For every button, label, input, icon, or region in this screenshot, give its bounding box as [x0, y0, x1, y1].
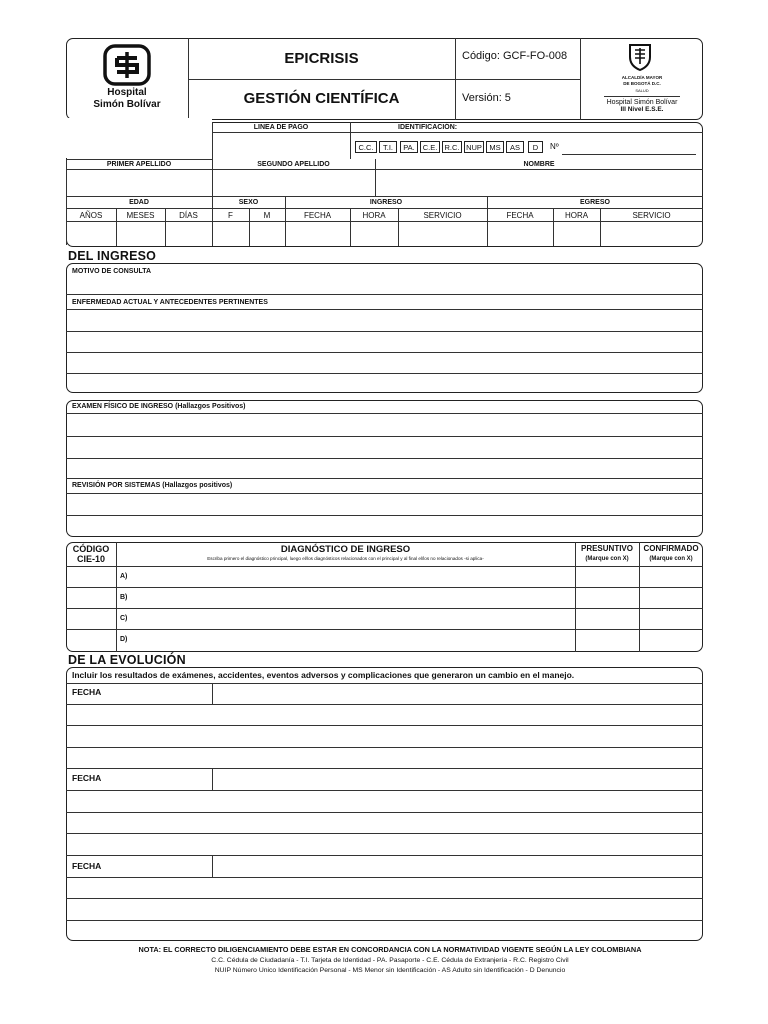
linea-de-pago-label: LINEA DE PAGO — [253, 124, 309, 131]
ingreso-servicio-label: SERVICIO — [423, 211, 462, 220]
anos-field[interactable] — [67, 222, 115, 245]
anos-label: AÑOS — [79, 211, 103, 220]
dias-field[interactable] — [166, 222, 211, 245]
diagnostico-title: DIAGNÓSTICO DE INGRESO — [280, 544, 411, 555]
nombre-label: NOMBRE — [523, 161, 555, 168]
examen-field[interactable] — [67, 414, 702, 477]
form-subtitle: GESTIÓN CIENTÍFICA — [243, 90, 400, 107]
form-title: EPICRISIS — [284, 50, 359, 67]
cie10-label: CIE-10 — [76, 554, 105, 564]
doc-type-ti[interactable]: T.I. — [379, 141, 397, 153]
evolucion-fecha-field-2[interactable] — [213, 769, 702, 789]
presuntivo-check-d[interactable] — [576, 630, 638, 651]
meses-field[interactable] — [117, 222, 164, 245]
ingreso-label: INGRESO — [369, 199, 403, 206]
primer-apellido-label: PRIMER APELLIDO — [106, 161, 172, 168]
sexo-f-label: F — [228, 211, 233, 220]
egreso-fecha-label: FECHA — [506, 211, 534, 220]
numero-label: Nº — [550, 142, 559, 151]
sexo-f-field[interactable] — [213, 222, 248, 245]
logo-line2: Simón Bolívar — [93, 99, 161, 110]
footer-abbrev-2: NUIP Número Unico Identificación Personal - MS Menor sin Identificación - AS Adulto sin Identificación - D Denuncio — [214, 967, 566, 974]
ingreso-hora-field[interactable] — [351, 222, 397, 245]
cie10-field-c[interactable] — [67, 609, 115, 628]
numero-field[interactable] — [562, 140, 696, 154]
doc-type-ms[interactable]: MS — [486, 141, 504, 153]
confirmado-check-b[interactable] — [640, 588, 702, 607]
presuntivo-label: PRESUNTIVO — [580, 544, 633, 553]
revision-label: REVISIÓN POR SISTEMAS (Hallazgos positivos) — [72, 482, 233, 489]
diagnostico-row-a: A) — [120, 573, 128, 580]
logo-line1: Hospital — [107, 87, 147, 98]
primer-apellido-field[interactable] — [67, 170, 211, 195]
evolucion-fecha-label-2: FECHA — [72, 773, 102, 783]
doc-type-as[interactable]: AS — [506, 141, 524, 153]
cie10-field-b[interactable] — [67, 588, 115, 607]
evolucion-fecha-label-1: FECHA — [72, 687, 102, 697]
doc-type-cc[interactable]: C.C. — [355, 141, 377, 153]
diagnostico-row-d: D) — [120, 636, 128, 643]
evolucion-instructions: Incluir los resultados de exámenes, accidentes, eventos adversos y complicaciones que generaron un cambio en el manejo. — [72, 670, 575, 680]
presuntivo-check-b[interactable] — [576, 588, 638, 607]
section-evolucion: DE LA EVOLUCIÓN — [68, 653, 186, 667]
hospital-level: III Nivel E.S.E. — [620, 106, 664, 113]
alcaldia-line3: SALUD — [635, 88, 649, 93]
confirmado-check-a[interactable] — [640, 567, 702, 586]
egreso-label: EGRESO — [580, 199, 610, 206]
cie10-field-a[interactable] — [67, 567, 115, 586]
alcaldia-line2: DE BOGOTÁ D.C. — [623, 81, 661, 86]
diagnostico-field-d[interactable] — [130, 630, 574, 651]
motivo-field[interactable] — [67, 277, 702, 293]
dias-label: DÍAS — [179, 211, 198, 220]
enfermedad-field[interactable] — [67, 310, 702, 392]
footer-abbrev-1: C.C. Cédula de Ciudadanía - T.I. Tarjeta de Identidad - PA. Pasaporte - C.E. Cédula de Extranjería - R.C. Registro Civil — [211, 957, 569, 964]
sexo-m-label: M — [263, 211, 271, 220]
hospital-name-small: Hospital Simón Bolívar — [606, 99, 678, 106]
presuntivo-check-a[interactable] — [576, 567, 638, 586]
egreso-hora-label: HORA — [564, 211, 589, 220]
footer-nota: NOTA: EL CORRECTO DILIGENCIAMIENTO DEBE ESTAR EN CONCORDANCIA CON LA NORMATIVIDAD VIGENTE SEGÚN LA LEY COLOMBIANA — [138, 945, 642, 954]
segundo-apellido-field[interactable] — [213, 170, 374, 195]
alcaldia-line1: ALCALDÍA MAYOR — [621, 75, 663, 80]
sexo-m-field[interactable] — [250, 222, 284, 245]
diagnostico-row-b: B) — [120, 594, 128, 601]
form-code: Código: GCF-FO-008 — [462, 50, 568, 62]
egreso-servicio-label: SERVICIO — [632, 211, 671, 220]
form-version: Versión: 5 — [462, 92, 511, 104]
identificacion-label: IDENTIFICACIÓN: — [398, 124, 458, 131]
codigo-label: CÓDIGO — [72, 544, 110, 554]
confirmado-label: CONFIRMADO — [643, 544, 699, 553]
egreso-fecha-field[interactable] — [488, 222, 552, 245]
doc-type-ce[interactable]: C.E. — [420, 141, 440, 153]
ingreso-hora-label: HORA — [362, 211, 386, 220]
confirmado-hint: (Marque con X) — [649, 556, 693, 562]
doc-type-nup[interactable]: NUP — [464, 141, 484, 153]
motivo-label: MOTIVO DE CONSULTA — [72, 268, 152, 275]
revision-field[interactable] — [67, 494, 702, 536]
evolucion-fecha-field-3[interactable] — [213, 856, 702, 876]
doc-type-rc[interactable]: R.C. — [442, 141, 462, 153]
segundo-apellido-label: SEGUNDO APELLIDO — [257, 161, 330, 168]
doc-type-d[interactable]: D — [528, 141, 543, 153]
presuntivo-check-c[interactable] — [576, 609, 638, 628]
bogota-coat-of-arms — [627, 42, 653, 72]
doc-type-pa[interactable]: PA. — [400, 141, 418, 153]
meses-label: MESES — [126, 211, 155, 220]
examen-label: EXAMEN FÍSICO DE INGRESO (Hallazgos Positivos) — [72, 403, 246, 410]
diagnostico-field-c[interactable] — [130, 609, 574, 628]
diagnostico-row-c: C) — [120, 615, 128, 622]
ingreso-fecha-field[interactable] — [286, 222, 349, 245]
presuntivo-hint: (Marque con X) — [585, 556, 629, 562]
linea-de-pago-field[interactable] — [213, 133, 349, 158]
cie10-field-d[interactable] — [67, 630, 115, 651]
evolucion-fecha-label-3: FECHA — [72, 861, 102, 871]
edad-label: EDAD — [129, 199, 149, 206]
enfermedad-label: ENFERMEDAD ACTUAL Y ANTECEDENTES PERTINENTES — [72, 299, 268, 306]
section-del-ingreso: DEL INGRESO — [68, 249, 157, 263]
confirmado-check-d[interactable] — [640, 630, 702, 651]
egreso-servicio-field[interactable] — [601, 222, 702, 245]
evolucion-nota-field-2[interactable] — [67, 791, 702, 854]
confirmado-check-c[interactable] — [640, 609, 702, 628]
evolucion-nota-field-1[interactable] — [67, 705, 702, 767]
evolucion-fecha-field-1[interactable] — [213, 684, 702, 703]
evolucion-nota-field-3[interactable] — [67, 878, 702, 940]
egreso-hora-field[interactable] — [554, 222, 599, 245]
diagnostico-instructions: Escriba primero el diagnóstico principal, luego el/los diagnósticos relacionados con el principal y al final el/los no relacionados -si aplica- — [207, 556, 484, 561]
diagnostico-field-b[interactable] — [130, 588, 574, 607]
ingreso-servicio-field[interactable] — [399, 222, 486, 245]
nombre-field[interactable] — [376, 170, 702, 195]
diagnostico-field-a[interactable] — [130, 567, 574, 586]
ingreso-fecha-label: FECHA — [303, 211, 332, 220]
sexo-label: SEXO — [238, 199, 259, 206]
hospital-logo — [103, 44, 151, 86]
